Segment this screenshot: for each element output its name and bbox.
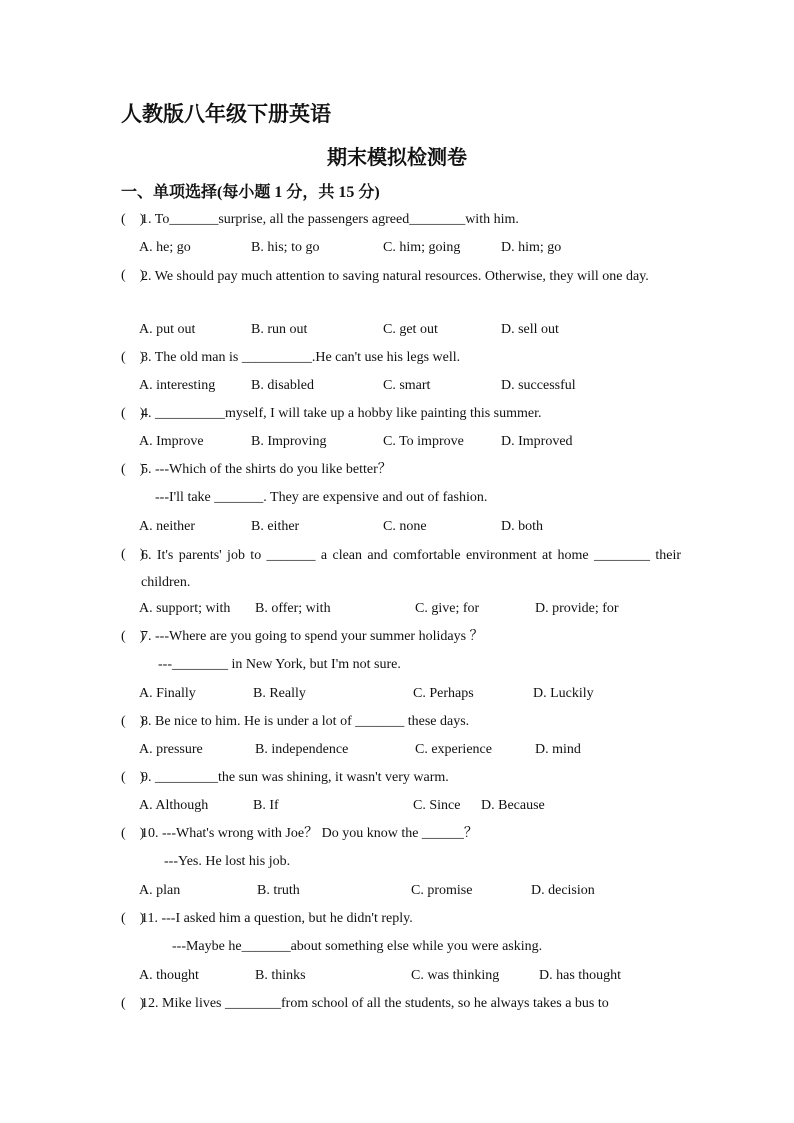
option-a: A. Finally [139,686,196,701]
option-a: A. Improve [139,434,204,449]
option-b: B. truth [257,883,300,898]
question-8 [121,709,681,737]
option-c: C. Perhaps [413,686,474,701]
answer-blank: ( ) [121,826,145,841]
question-2 [121,263,681,317]
option-d: D. sell out [501,322,559,337]
option-d: D. both [501,519,543,534]
question-5 [121,457,681,485]
textbook-title: 人教版八年级下册英语 [121,102,331,126]
options-2 [121,317,681,345]
option-b: B. If [253,798,279,813]
option-d: D. has thought [539,968,622,983]
question-text: 3. The old man is __________.He can't use his legs well. [141,350,461,365]
answer-blank: ( ) [121,547,145,562]
options-7 [121,681,681,709]
option-b: B. independence [255,742,349,757]
option-a: A. Although [139,798,209,813]
option-c: C. experience [415,742,492,757]
option-c: C. To improve [383,434,464,449]
question-text: 9. _________the sun was shining, it wasn't very warm. [141,770,449,785]
option-b: B. offer; with [255,601,331,616]
option-a: A. pressure [139,742,203,757]
option-b: B. Improving [251,434,327,449]
option-a: A. interesting [139,378,216,393]
option-c: C. Since [413,798,461,813]
dialog-reply: ---________ in New York, but I'm not sure. [158,657,401,672]
option-a: A. plan [139,883,181,898]
question-12 [121,991,681,1019]
answer-blank: ( ) [121,714,145,729]
section-heading: 一、单项选择(每小题 1 分，共 15 分) [121,184,380,201]
option-d: D. provide; for [535,601,619,616]
option-b: B. his; to go [251,240,320,255]
option-a: A. put out [139,322,196,337]
option-d: D. mind [535,742,581,757]
question-list [121,207,681,1019]
option-b: B. disabled [251,378,314,393]
options-3 [121,373,681,401]
option-a: A. thought [139,968,199,983]
option-d: D. successful [501,378,576,393]
option-c: C. was thinking [411,968,500,983]
option-a: A. he; go [139,240,191,255]
options-4 [121,429,681,457]
options-10 [121,878,681,906]
question-text: 10. ---What's wrong with Joe？ Do you know the ______？ [141,826,478,841]
option-d: D. decision [531,883,595,898]
option-a: A. neither [139,519,195,534]
question-11 [121,906,681,934]
options-6 [121,596,681,624]
answer-blank: ( ) [121,406,145,421]
options-9 [121,793,681,821]
question-7 [121,624,681,652]
question-text: 7. ---Where are you going to spend your summer holidays ？ [141,629,484,644]
option-d: D. him; go [501,240,562,255]
options-1 [121,235,681,263]
question-1 [121,207,681,235]
option-c: C. promise [411,883,473,898]
option-b: B. run out [251,322,308,337]
answer-blank: ( ) [121,996,145,1011]
option-c: C. none [383,519,427,534]
question-text: 11. ---I asked him a question, but he didn't reply. [141,911,413,926]
question-text: 4. __________myself, I will take up a hobby like painting this summer. [141,406,542,421]
question-text: 5. ---Which of the shirts do you like better？ [141,462,392,477]
answer-blank: ( ) [121,629,145,644]
answer-blank: ( ) [121,770,145,785]
answer-blank: ( ) [121,911,145,926]
options-5 [121,514,681,542]
option-b: B. thinks [255,968,306,983]
dialog-reply: ---I'll take _______. They are expensive and out of fashion. [155,490,488,505]
answer-blank: ( ) [121,268,145,283]
options-11 [121,963,681,991]
option-d: D. Luckily [533,686,594,701]
option-c: C. him; going [383,240,461,255]
question-text: 6. It's parents' job to _______ a clean and comfortable environment at home ________ their children. [141,548,681,590]
option-c: C. get out [383,322,438,337]
question-4 [121,401,681,429]
answer-blank: ( ) [121,462,145,477]
answer-blank: ( ) [121,212,145,227]
question-text: 8. Be nice to him. He is under a lot of _______ these days. [141,714,470,729]
question-10 [121,821,681,849]
option-b: B. either [251,519,300,534]
question-9 [121,765,681,793]
option-a: A. support; with [139,601,231,616]
option-b: B. Really [253,686,306,701]
option-d: D. Improved [501,434,573,449]
question-6 [121,542,681,596]
dialog-reply: ---Yes. He lost his job. [164,854,291,869]
answer-blank: ( ) [121,350,145,365]
option-c: C. give; for [415,601,480,616]
options-8 [121,737,681,765]
option-c: C. smart [383,378,431,393]
option-d: D. Because [481,798,545,813]
question-3 [121,345,681,373]
question-text: 2. We should pay much attention to saving natural resources. Otherwise, they will one day. [141,269,649,284]
question-text: 12. Mike lives ________from school of all the students, so he always takes a bus to [141,996,609,1011]
dialog-reply: ---Maybe he_______about something else while you were asking. [172,939,543,954]
exam-title: 期末模拟检测卷 [327,147,467,169]
question-text: 1. To_______surprise, all the passengers agreed________with him. [141,212,519,227]
